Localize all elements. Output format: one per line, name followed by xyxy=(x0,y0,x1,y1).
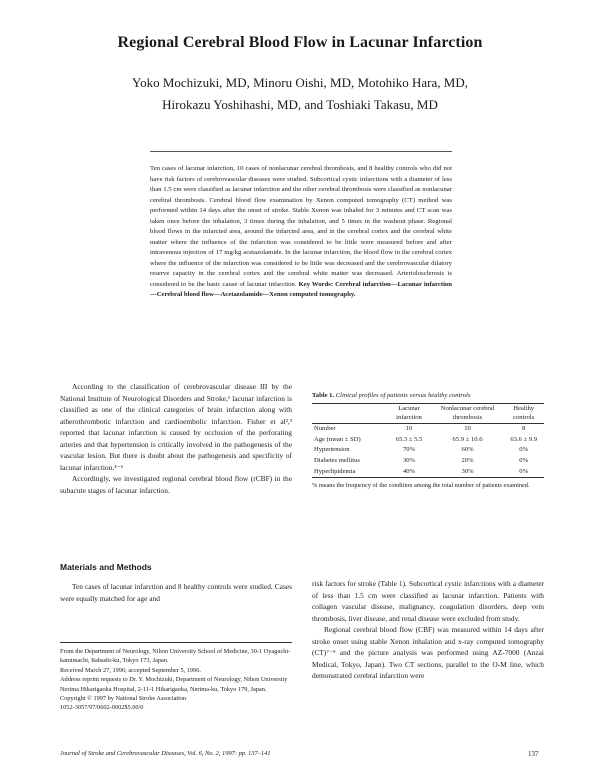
table-cell: 40% xyxy=(386,467,432,478)
table-cell: 63.6 ± 9.9 xyxy=(510,435,538,443)
table-row xyxy=(312,445,544,456)
table-row xyxy=(312,435,544,446)
table-cell: Number xyxy=(314,425,336,433)
table-cell: Diabetes mellitus xyxy=(314,456,360,464)
table-cell: Hypertension xyxy=(314,446,350,454)
section-heading-methods: Materials and Methods xyxy=(60,562,152,572)
intro-paragraph-1: According to the classification of cerebrovascular disease III by the National Institute of Neurological Disorders and Stroke,¹ lacunar infarction is classified as one of the clinical categories of brain infarction along with atherothrombotic infarction and cardioembolic infarction. Fisher et al²,³ reported that lacunar infarction is caused by occlusion of the perforating arteries and that hypertension is critically involved in the pathogenesis of the vascular lesion. But there is doubt about the pathogenesis and specificity of lacunar infarction.⁴⁻⁶ xyxy=(60,382,292,472)
table-cell: 30% xyxy=(432,467,504,478)
clinical-profiles-table xyxy=(312,403,544,478)
table-header-cell xyxy=(312,404,386,424)
right-paragraph-1: risk factors for stroke (Table 1). Subcortical cystic infarctions with a diameter of less than 1.5 cm were classified as lacunar infarction. Patients with collagen vascular disease, malignancy, coagulation disorders, deep vein thrombosis, liver disease, and renal disease were excluded from study. xyxy=(312,579,544,623)
table-header-cell: Lacunar infarction xyxy=(386,404,432,424)
table-label: Table 1. xyxy=(312,392,335,399)
abstract-text: Ten cases of lacunar infarction, 10 cases of nonlacunar cerebral thrombosis, and 8 healthy controls who did not have risk factors of cerebrovascular diseases were studied. Subcortical cystic infarctions with a diameter of less than 1.5 cm were classified as lacunar infarction and the other cerebral thrombosis were classified as nonlacunar cerebral thrombosis. Cerebral blood flow examination by Xenon computed tomography (CT) method was performed within 14 days after the onset of stroke. Stable Xenon was inhaled for 3 minutes and CT scan was taken once before the inhalation, 3 times during the inhalation, and 5 times in the washout phase. Regional blood flows in the infarcted area, around the infarcted area, and in the cerebral cortex and the cerebral white matter where the influence of the infarction was considered to be little were measured before and after intravenous injection of 17 mg/kg acetazolamide. In the lacunar infarction, the blood flow in the cerebral cortex where the influence of the infarction was considered to be little was decreased and the cerebrovascular dilatory reserve capacity in the cerebral cortex and the cerebral white matter was decreased. Arteriolosclerosis is considered to be the basic cause of lacunar infarction. xyxy=(150,165,452,288)
table-row xyxy=(312,467,544,478)
methods-paragraph-1: Ten cases of lacunar infarction and 8 healthy controls were studied. Cases were equally matched for age and xyxy=(60,582,292,603)
table-cell: Age (mean ± SD) xyxy=(314,435,361,443)
intro-paragraph-2: Accordingly, we investigated regional cerebral blood flow (rCBF) in the subacute stages of lacunar infarction. xyxy=(60,474,292,495)
abstract xyxy=(150,151,452,301)
table-cell: 0% xyxy=(519,456,529,464)
footnote-reprints: Address reprint requests to Dr. Y. Mochizuki, Department of Neurology, Nihon University Nerima Hikarigaoka Hospital, 2-11-1 Hikarigaoka, Nerima-ku, Tokyo 179, Japan. xyxy=(60,676,288,693)
authors-line-2: Hirokazu Yoshihashi, MD, and Toshiaki Takasu, MD xyxy=(162,97,438,112)
table-cell: 20% xyxy=(461,456,474,464)
author-list xyxy=(0,72,600,116)
table-cell: 65.3 ± 5.5 xyxy=(395,435,423,443)
table-cell: 10 xyxy=(405,425,413,433)
table-header-cell: Healthy controls xyxy=(503,404,544,424)
table-cell: 70% xyxy=(402,446,416,454)
table-row xyxy=(312,456,544,467)
article-title: Regional Cerebral Blood Flow in Lacunar Infarction xyxy=(117,34,483,51)
table-header-cell: Nonlacunar cerebral thrombosis xyxy=(432,404,504,424)
introduction xyxy=(60,381,292,496)
table-caption: Clinical profiles of patients versus healthy controls xyxy=(335,392,471,399)
table-footnote: % means the frequency of the condition among the total number of patients examined. xyxy=(312,482,530,490)
table-1 xyxy=(312,392,544,491)
table-cell: 8 xyxy=(522,425,526,433)
methods-text xyxy=(60,581,292,604)
journal-citation: Journal of Stroke and Cerebrovascular Diseases, Vol. 6, No. 2, 1997: pp. 137–141 xyxy=(60,750,271,757)
abstract-keywords: Key Words: Cerebral infarction—Lacunar infarction—Cerebral blood flow—Acetazolamide—Xenon computed tomography. xyxy=(150,280,452,298)
footnote-affiliation: From the Department of Neurology, Nihon University School of Medicine, 30-1 Oyaguchi-kamimachi, Itabashi-ku, Tokyo 173, Japan. xyxy=(60,648,291,665)
authors-line-1: Yoko Mochizuki, MD, Minoru Oishi, MD, Motohiko Hara, MD, xyxy=(132,75,468,90)
footnote-copyright: Copyright © 1997 by National Stroke Association xyxy=(60,695,187,703)
table-cell: 65.9 ± 10.6 xyxy=(452,435,483,443)
table-cell: 0% xyxy=(519,446,529,454)
methods-continued xyxy=(312,578,544,682)
footnote-issn: 1052-3057/97/0602-0002$5.00/0 xyxy=(60,704,144,712)
footnotes xyxy=(60,642,292,713)
right-paragraph-2: Regional cerebral blood flow (CBF) was measured within 14 days after stroke onset using stable Xenon inhalation and x-ray computed tomography (CT)⁷⁻⁹ and the picture analysis was performed using AZ-7000 (Anzai Medical, Tokyo, Japan). Two CT sections, parallel to the O-M line, which demonstrated cerebral infarction were xyxy=(312,625,544,680)
table-title xyxy=(312,392,544,399)
table-cell: Hyperlipidemia xyxy=(312,467,386,478)
footnote-received: Received March 27, 1996; accepted September 5, 1996. xyxy=(60,666,201,674)
page-number: 137 xyxy=(528,750,539,758)
table-cell: 60% xyxy=(461,446,474,454)
table-cell: 10 xyxy=(464,425,471,433)
table-cell: 0% xyxy=(503,467,544,478)
table-cell: 30% xyxy=(402,456,416,464)
table-row xyxy=(312,424,544,435)
